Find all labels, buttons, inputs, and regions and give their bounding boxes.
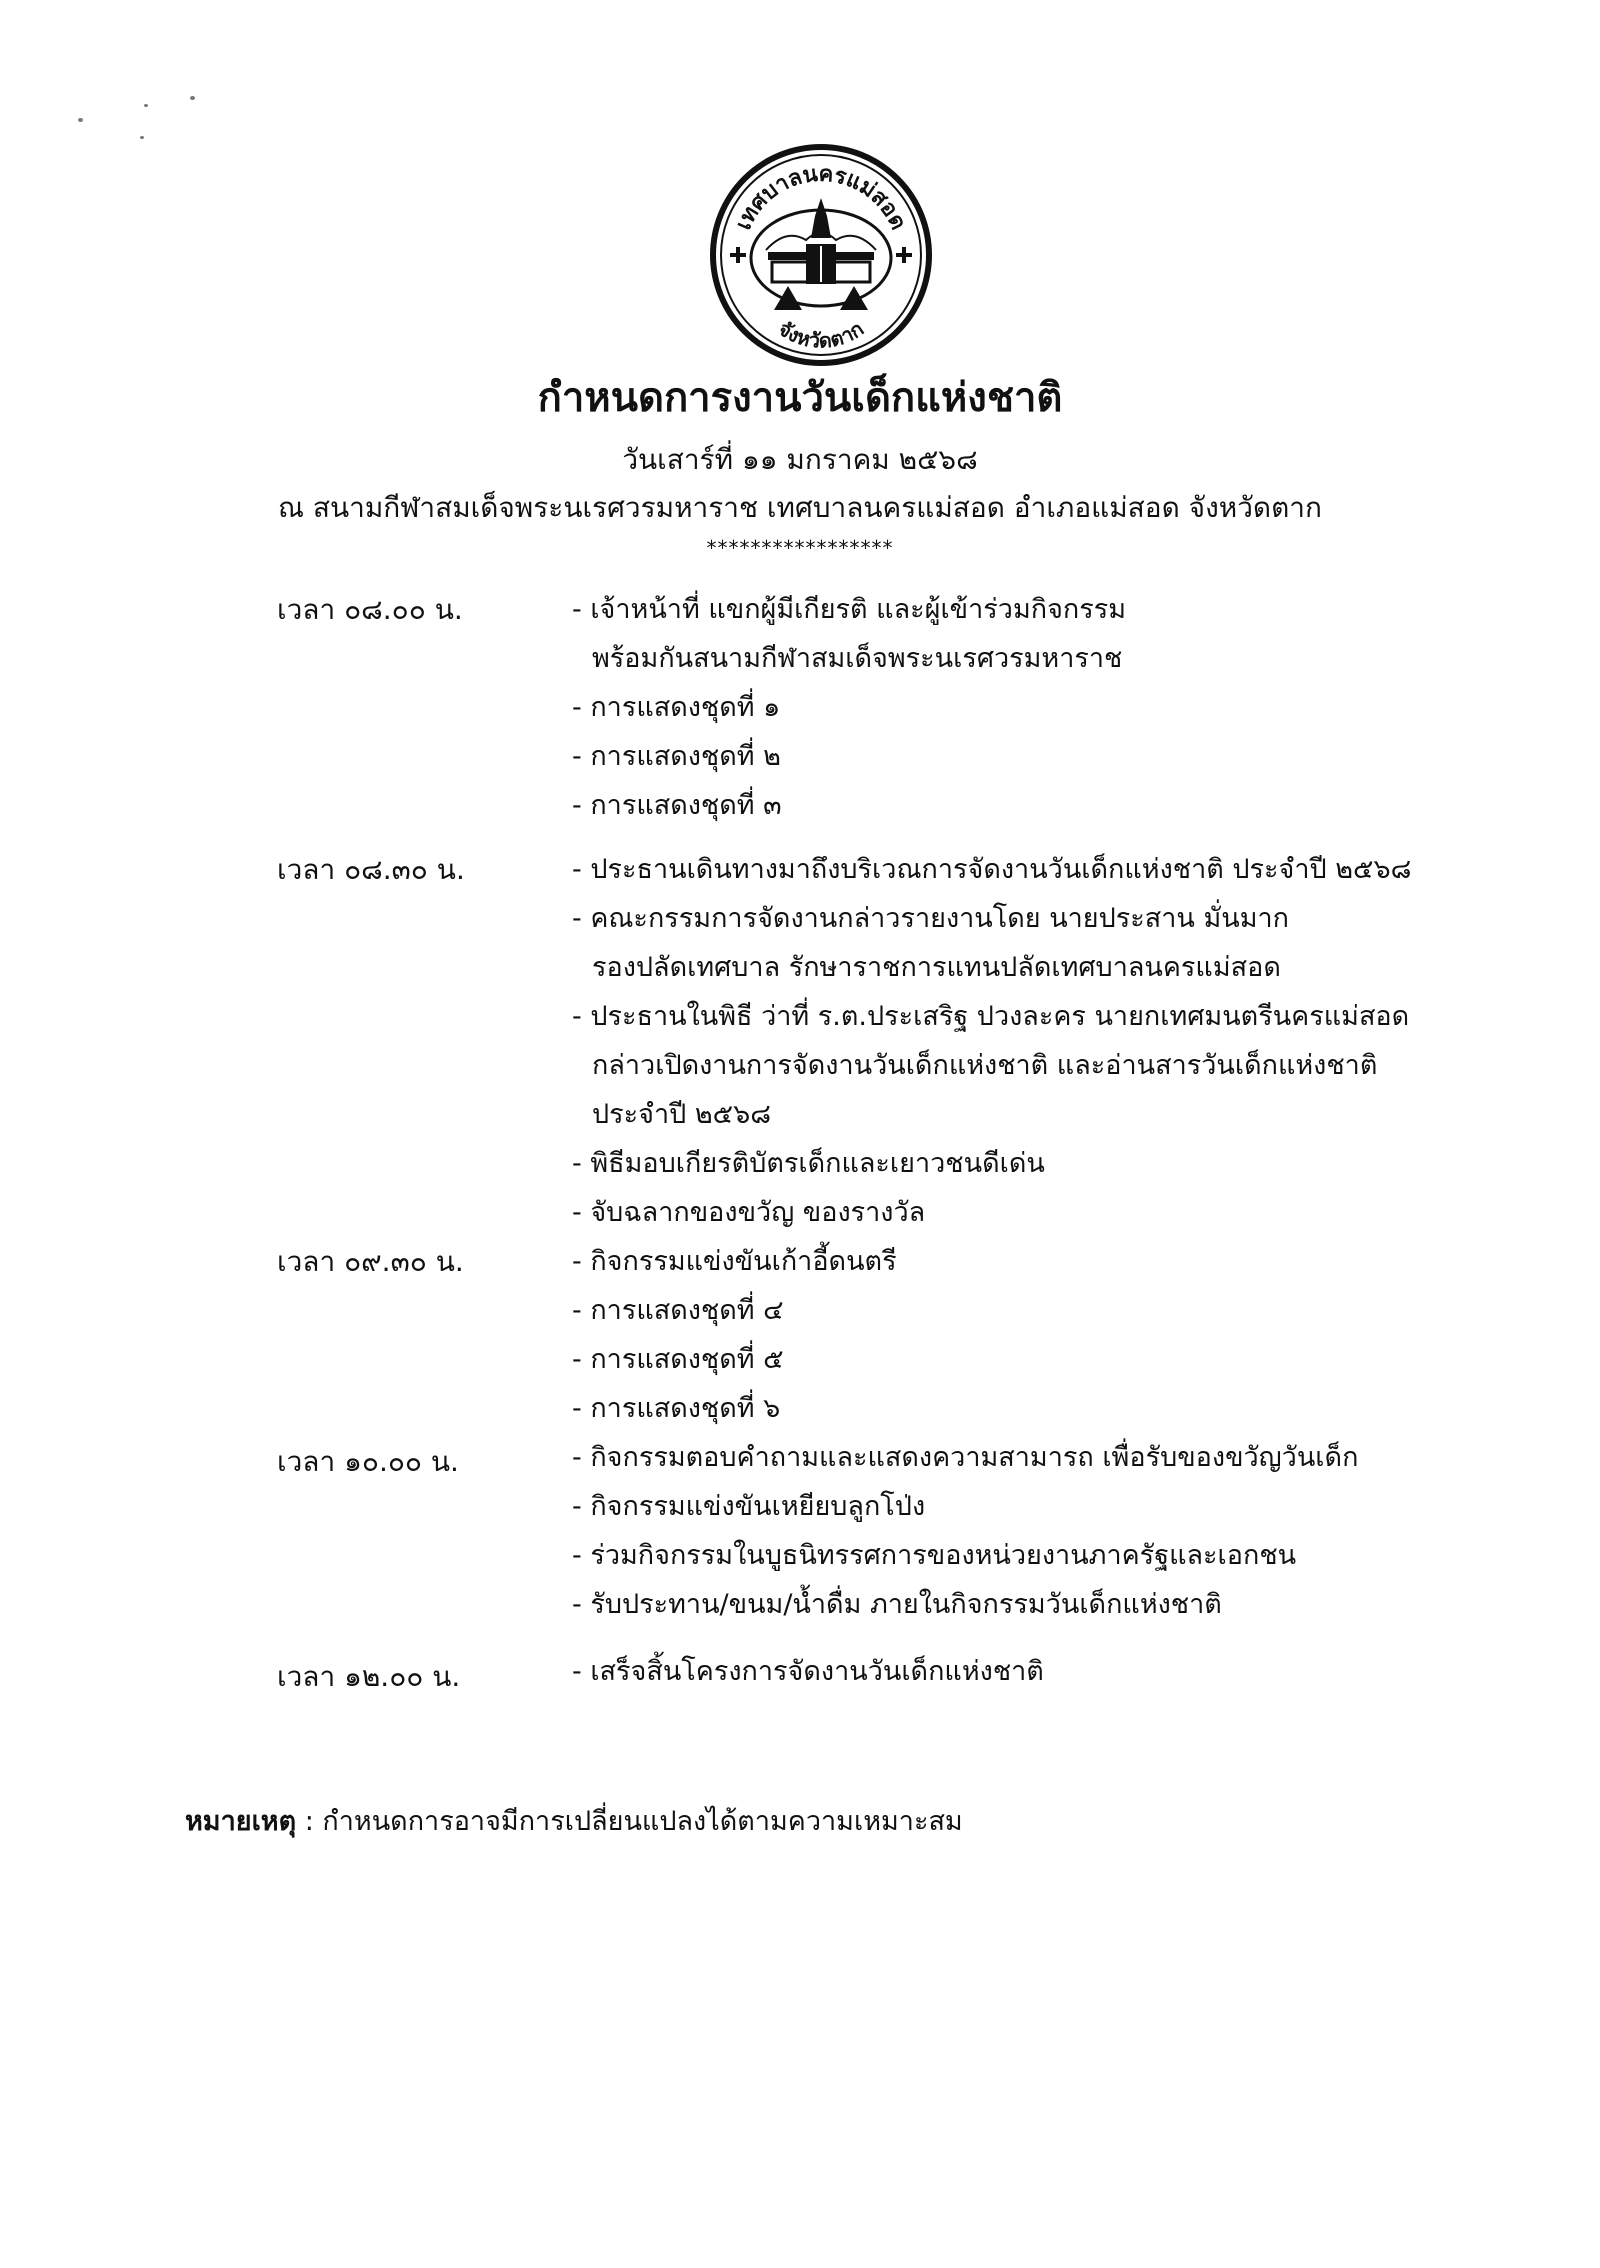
remark-separator: : — [296, 1806, 323, 1837]
schedule-time: เวลา ๐๘.๓๐ น. — [277, 853, 465, 886]
scan-speck — [190, 96, 195, 100]
remark — [185, 1800, 963, 1844]
schedule-item: - กิจกรรมแข่งขันเหยียบลูกโป่ง — [572, 1491, 926, 1522]
schedule-item-continued: พร้อมกันสนามกีฬาสมเด็จพระนเรศวรมหาราช — [592, 643, 1123, 674]
svg-text:จังหวัดตาก: จังหวัดตาก — [773, 316, 869, 353]
schedule-time: เวลา ๐๙.๓๐ น. — [277, 1245, 464, 1278]
schedule-time: เวลา ๐๘.๐๐ น. — [277, 593, 463, 626]
schedule-item: - การแสดงชุดที่ ๒ — [572, 741, 781, 772]
schedule-item: - ประธานเดินทางมาถึงบริเวณการจัดงานวันเด็กแห่งชาติ ประจำปี ๒๕๖๘ — [572, 854, 1412, 885]
schedule-item: - กิจกรรมตอบคำถามและแสดงความสามารถ เพื่อรับของขวัญวันเด็ก — [572, 1442, 1359, 1473]
schedule-item: - กิจกรรมแข่งขันเก้าอี้ดนตรี — [572, 1246, 897, 1277]
remark-label: หมายเหตุ — [185, 1806, 297, 1837]
schedule-item: - พิธีมอบเกียรติบัตรเด็กและเยาวชนดีเด่น — [572, 1148, 1045, 1179]
separator-stars: ***************** — [706, 536, 894, 560]
svg-text:เทศบาลนครแม่สอด: เทศบาลนครแม่สอด — [731, 161, 911, 234]
schedule-item: - การแสดงชุดที่ ๓ — [572, 790, 782, 821]
schedule-item: - รับประทาน/ขนม/น้ำดื่ม ภายในกิจกรรมวันเด็กแห่งชาติ — [572, 1589, 1222, 1620]
schedule-item: - การแสดงชุดที่ ๖ — [572, 1393, 781, 1424]
event-venue: ณ สนามกีฬาสมเด็จพระนเรศวรมหาราช เทศบาลนครแม่สอด อำเภอแม่สอด จังหวัดตาก — [278, 491, 1322, 524]
schedule-time: เวลา ๑๐.๐๐ น. — [277, 1445, 459, 1478]
scan-speck — [140, 136, 144, 139]
schedule-item: - เจ้าหน้าที่ แขกผู้มีเกียรติ และผู้เข้าร่วมกิจกรรม — [572, 594, 1127, 625]
schedule-item: - เสร็จสิ้นโครงการจัดงานวันเด็กแห่งชาติ — [572, 1656, 1044, 1687]
schedule-item-continued: รองปลัดเทศบาล รักษาราชการแทนปลัดเทศบาลนครแม่สอด — [592, 952, 1281, 983]
schedule-time: เวลา ๑๒.๐๐ น. — [277, 1660, 461, 1693]
schedule-item-continued: กล่าวเปิดงานการจัดงานวันเด็กแห่งชาติ และอ่านสารวันเด็กแห่งชาติ — [592, 1050, 1378, 1081]
schedule-item: - จับฉลากของขวัญ ของรางวัล — [572, 1197, 926, 1228]
scan-speck — [144, 104, 148, 107]
schedule-item: - ประธานในพิธี ว่าที่ ร.ต.ประเสริฐ ปวงละคร นายกเทศมนตรีนครแม่สอด — [572, 1001, 1410, 1032]
remark-text: กำหนดการอาจมีการเปลี่ยนแปลงได้ตามความเหมาะสม — [322, 1806, 963, 1837]
municipality-seal-logo — [706, 140, 936, 370]
schedule-item: - การแสดงชุดที่ ๔ — [572, 1295, 784, 1326]
scan-speck — [78, 118, 83, 122]
page-title: กำหนดการงานวันเด็กแห่งชาติ — [537, 375, 1063, 421]
schedule-item: - การแสดงชุดที่ ๕ — [572, 1344, 784, 1375]
event-date: วันเสาร์ที่ ๑๑ มกราคม ๒๕๖๘ — [622, 443, 978, 476]
schedule-item: - การแสดงชุดที่ ๑ — [572, 692, 781, 723]
schedule-item: - ร่วมกิจกรรมในบูธนิทรรศการของหน่วยงานภาครัฐและเอกชน — [572, 1540, 1297, 1571]
schedule-item-continued: ประจำปี ๒๕๖๘ — [592, 1099, 772, 1130]
schedule-item: - คณะกรรมการจัดงานกล่าวรายงานโดย นายประสาน มั่นมาก — [572, 903, 1290, 934]
